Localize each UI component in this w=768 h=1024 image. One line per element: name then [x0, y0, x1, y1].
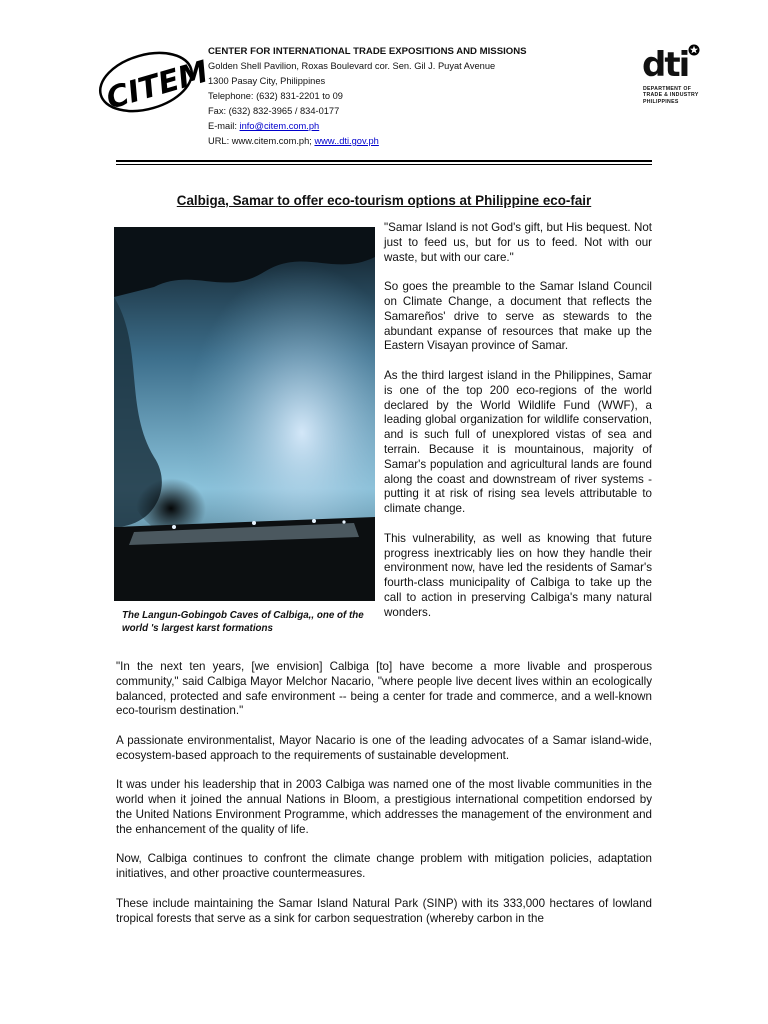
column-paragraph: This vulnerability, as well as knowing that future progress inextricably lies on how they handle their environment now, have led the residents of Samar's fourth-class municipality of Calbiga to take up the call to action in preserving Calbiga's many natural wonders.	[384, 531, 652, 619]
email-label: E-mail:	[208, 121, 240, 131]
photo-caption: The Langun-Gobingob Caves of Calbiga,, one of the world 's largest karst formations	[122, 610, 364, 634]
address-line-1: Golden Shell Pavilion, Roxas Boulevard cor. Sen. Gil J. Puyat Avenue	[208, 61, 496, 71]
column-paragraph: As the third largest island in the Philippines, Samar is one of the top 200 eco-regions of the world declared by the World Wildlife Fund (WWF), a leading global organization for wildlife conservation, and is such full of unexplored vistas of sea and terrain. Because it is mountainous, majority of Samar's population and agricultural lands are found along the coast and downstream of river systems - putting it at risk of rising sea levels attributable to climate change.	[384, 368, 652, 516]
header-rule-top	[116, 160, 652, 162]
body-paragraph: Now, Calbiga continues to confront the climate change problem with mitigation policies, adaptation initiatives, and other proactive countermeasures.	[116, 852, 652, 881]
email-link[interactable]: info@citem.com.ph	[239, 121, 320, 131]
dti-department-text: DEPARTMENT OF TRADE & INDUSTRY PHILIPPINES	[643, 86, 699, 105]
article-title: Calbiga, Samar to offer eco-tourism options at Philippine eco-fair	[176, 193, 592, 208]
address-line-2: 1300 Pasay City, Philippines	[208, 76, 326, 86]
dti-url-link[interactable]: www..dti.gov.ph	[314, 136, 379, 146]
body-paragraph: "In the next ten years, [we envision] Calbiga [to] have become a more livable and prosperous community," said Calbiga Mayor Melchor Nacario, "where people live decent lives within an ecologically balanced, protected and safe environment -- being a center for trade and commerce, and a well-known eco-tourism destination."	[116, 660, 652, 718]
dti-logo	[642, 44, 702, 114]
contact-block	[208, 44, 588, 149]
quote-paragraph: "Samar Island is not God's gift, but His bequest. Not just to feed us, but for us to feed. Not with our waste, but with our care."	[384, 221, 652, 264]
body-paragraph: A passionate environmentalist, Mayor Nacario is one of the leading advocates of a Samar island-wide, ecosystem-based approach to the requirements of sustainable development.	[116, 733, 652, 762]
svg-text:CITEM: CITEM	[102, 54, 213, 117]
dti-star-icon	[688, 44, 700, 56]
article-body	[116, 660, 652, 941]
telephone: Telephone: (632) 831-2201 to 09	[208, 91, 343, 101]
dti-wordmark: dti	[642, 45, 689, 85]
body-paragraph: These include maintaining the Samar Island Natural Park (SINP) with its 333,000 hectares of lowland tropical forests that serve as a sink for carbon sequestration (whereby carbon in the	[116, 896, 652, 925]
right-column	[384, 221, 652, 635]
url-label: URL: www.citem.com.ph;	[208, 136, 315, 146]
fax: Fax: (632) 832-3965 / 834-0177	[208, 106, 340, 116]
body-paragraph: It was under his leadership that in 2003 Calbiga was named one of the most livable communities in the world when it joined the annual Nations in Bloom, a prestigious international competition endorsed by the United Nations Environment Programme, which addresses the management of the environment and the enhancement of the quality of life.	[116, 778, 652, 836]
email-line	[208, 119, 588, 134]
citem-logo	[96, 48, 213, 118]
column-paragraph: So goes the preamble to the Samar Island Council on Climate Change, a document that reflects the Samareños' drive to serve as stewards to the abundant expanse of resources that make up the Eastern Visayan province of Samar.	[384, 280, 652, 353]
url-line	[208, 134, 588, 149]
org-name: CENTER FOR INTERNATIONAL TRADE EXPOSITIONS AND MISSIONS	[208, 46, 527, 57]
letterhead	[96, 44, 699, 152]
cave-photo	[114, 227, 375, 601]
header-rule-bottom	[116, 164, 652, 165]
